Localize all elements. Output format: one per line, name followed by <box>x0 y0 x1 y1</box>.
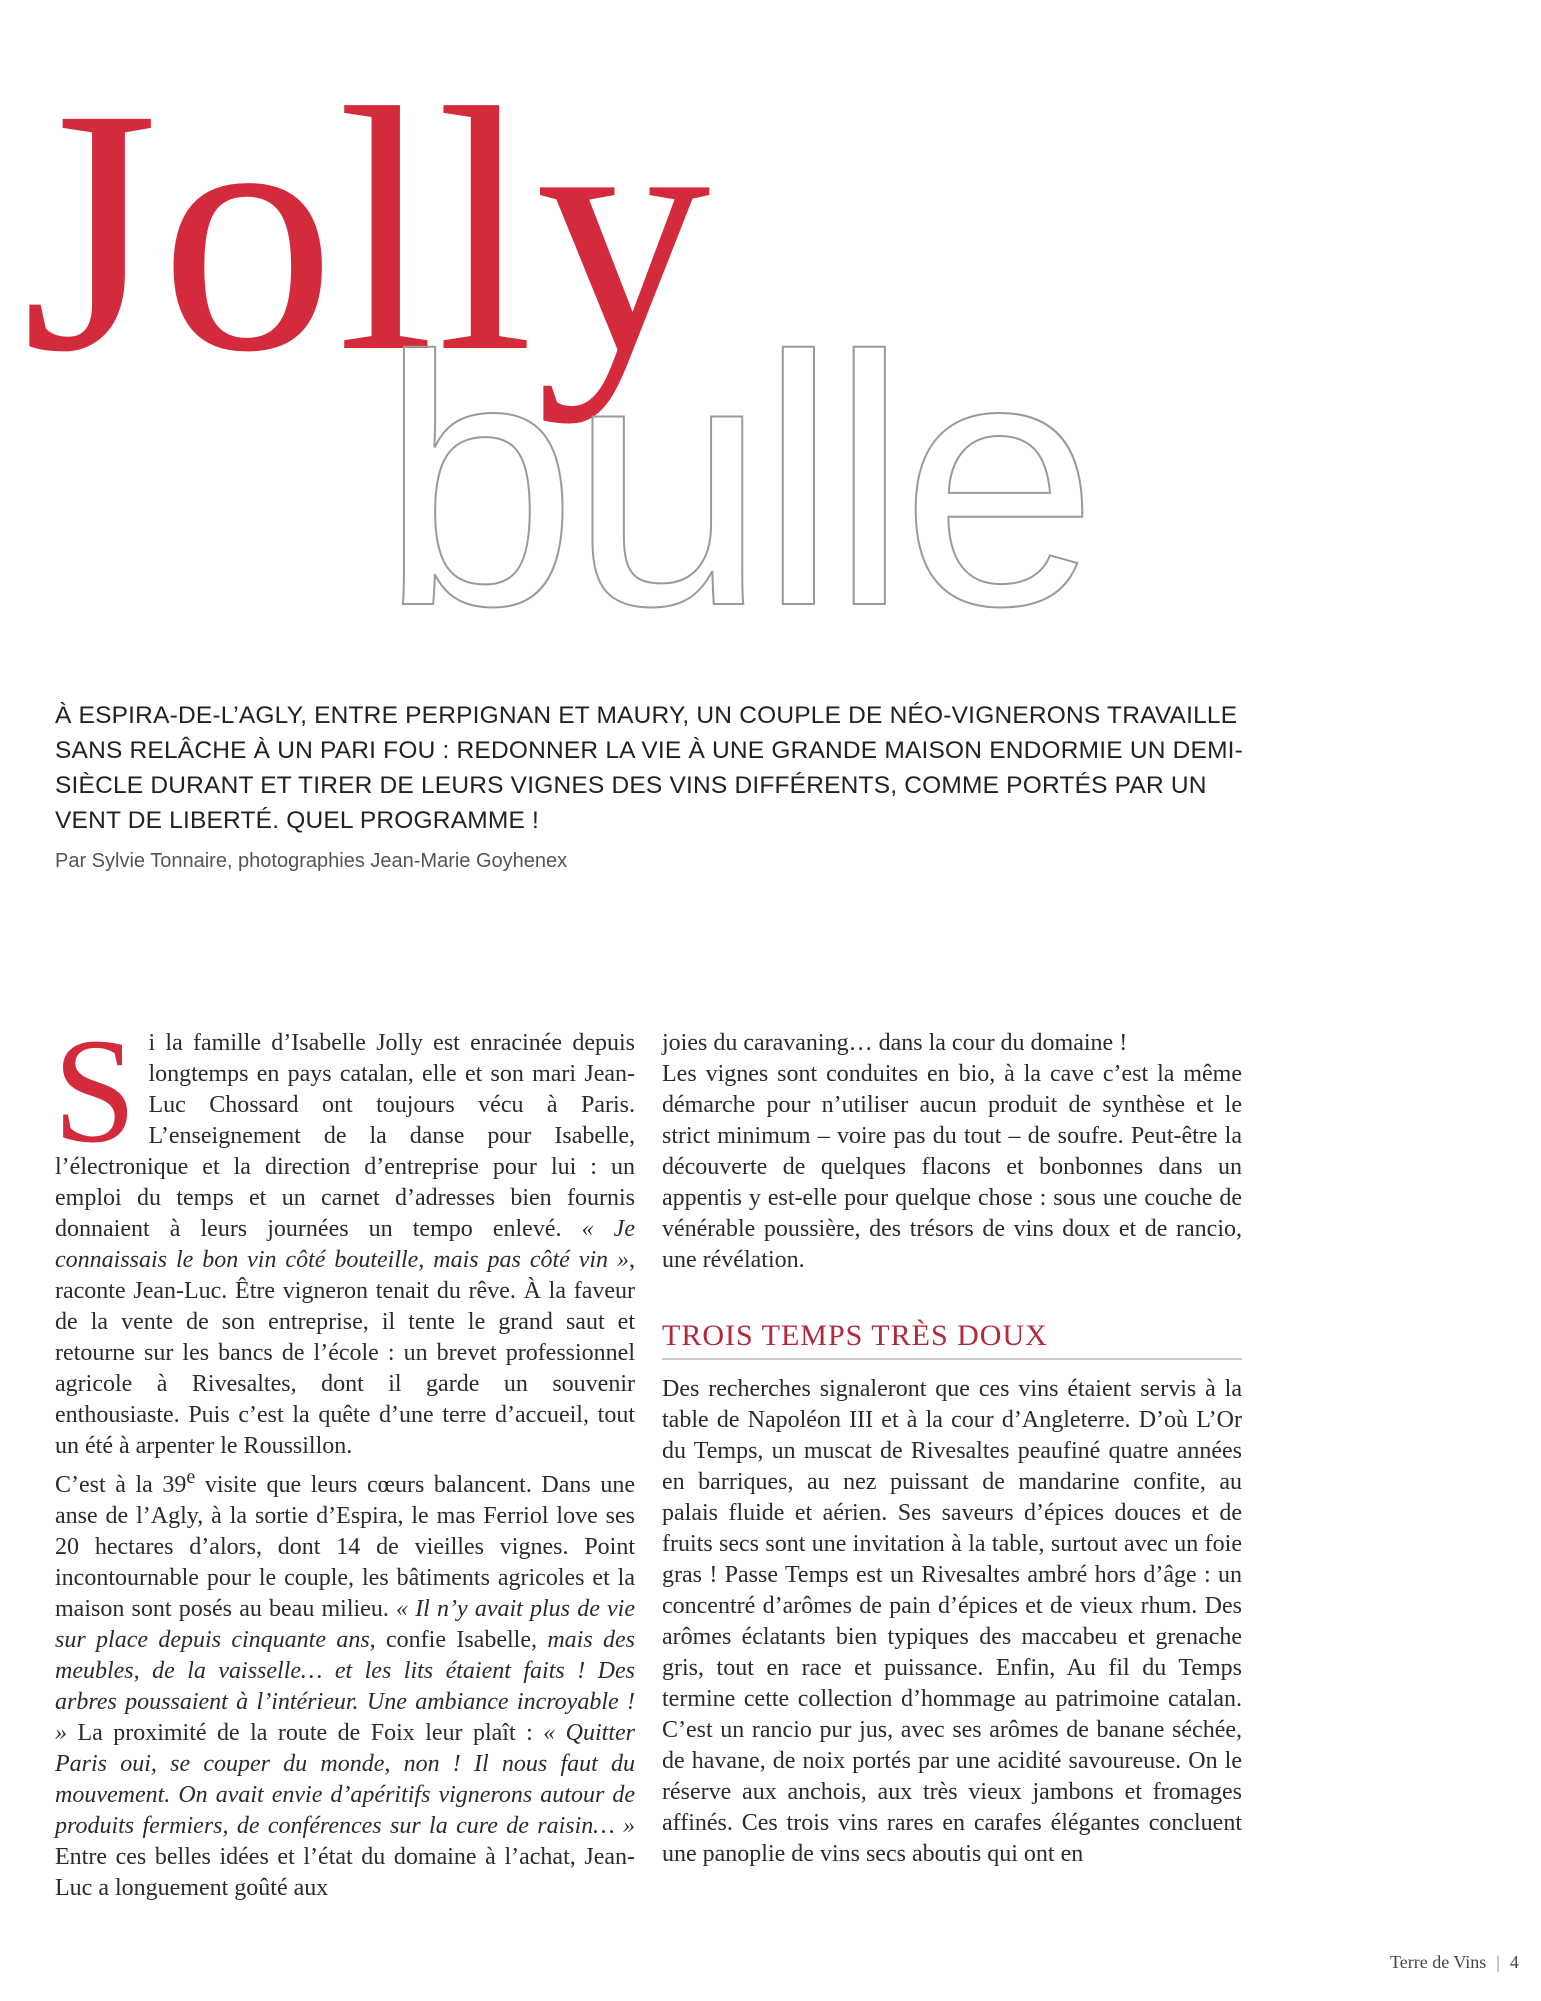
text-run: C’est à la 39 <box>55 1472 187 1498</box>
text-run: i la famille d’Isabelle Jolly est enracinée depuis longtemps en pays catalan, elle et son mari Jean-Luc Chossard ont toujours vécu à Paris. L’enseignement de la danse pour Isabelle, l’électronique et la direction d’entreprise pour lui : un emploi du temps et un carnet d’adresses bien fournis donnaient à leurs journées un tempo enlevé. <box>55 1030 635 1242</box>
article-intro: À ESPIRA-DE-L’AGLY, ENTRE PERPIGNAN ET MAURY, UN COUPLE DE NÉO-VIGNERONS TRAVAILLE SANS RELÂCHE À UN PARI FOU : REDONNER LA VIE À UNE GRANDE MAISON ENDORMIE UN DEMI-SIÈCLE DURANT ET TIRER DE LEURS VIGNES DES VINS DIFFÉRENTS, COMME PORTÉS PAR UN VENT DE LIBERTÉ. QUEL PROGRAMME ! <box>55 702 1244 834</box>
paragraph: joies du caravaning… dans la cour du domaine ! <box>662 1030 1128 1056</box>
page-footer <box>1390 1952 1519 1973</box>
column-left <box>53 1008 636 1904</box>
drop-cap: S <box>53 1008 137 1174</box>
magazine-name: Terre de Vins <box>1390 1952 1487 1972</box>
text-run: La proximité de la route de Foix leur plaît : <box>67 1720 544 1746</box>
paragraph <box>53 1008 635 1462</box>
quote: mais des meubles, de la vaisselle… et les lits étaient faits ! Des arbres poussaient à l’intérieur. Une ambiance incroyable ! » <box>55 1627 636 1746</box>
paragraph <box>55 1462 635 1904</box>
text-run: confie Isabelle, <box>375 1627 548 1653</box>
section-heading: TROIS TEMPS TRÈS DOUX <box>662 1318 1242 1360</box>
quote: « Je connaissais le bon vin côté bouteille, mais pas côté vin » <box>55 1216 635 1273</box>
quote: « Il n’y avait plus de vie sur place depuis cinquante ans, <box>55 1596 635 1653</box>
superscript: e <box>186 1466 196 1488</box>
paragraph: Les vignes sont conduites en bio, à la cave c’est la même démarche pour n’utiliser aucun produit de synthèse et le strict minimum – voire pas du tout – de soufre. Peut-être la découverte de quelques flacons et bonbonnes dans un appentis y est-elle pour quelque chose : sous une couche de vénérable poussière, des trésors de vins doux et de rancio, une révélation. <box>662 1061 1242 1273</box>
text-run: Entre ces belles idées et l’état du domaine à l’achat, Jean-Luc a longuement goûté aux <box>55 1844 635 1901</box>
column-right <box>662 1028 1242 1870</box>
text-run: visite que leurs cœurs balancent. Dans une anse de l’Agly, à la sortie d’Espira, le mas Ferriol love ses 20 hectares d’alors, dont 14 de vieilles vignes. Point incontournable pour le couple, les bâtiments agricoles et la maison sont posés au beau milieu. <box>55 1472 635 1622</box>
text-run: , raconte Jean-Luc. Être vigneron tenait du rêve. À la faveur de la vente de son entreprise, il tente le grand saut et retourne sur les bancs de l’école : un brevet professionnel agricole à Rivesaltes, dont il garde un souvenir enthousiaste. Puis c’est la quête d’une terre d’accueil, tout un été à arpenter le Roussillon. <box>55 1247 635 1459</box>
paragraph: Des recherches signaleront que ces vins étaient servis à la table de Napoléon III et à la cour d’Angleterre. D’où L’Or du Temps, un muscat de Rivesaltes peaufiné quatre années en barriques, au nez puissant de mandarine confite, au palais fluide et aérien. Ses saveurs d’épices douces et de fruits secs sont une invitation à la table, surtout avec un foie gras ! Passe Temps est un Rivesaltes ambré hors d’âge : un concentré d’arômes de pain d’épices et de vieux rhum. Des arômes éclatants bien typiques des maccabeu et grenache gris, tout en race et puissance. Enfin, Au fil du Temps termine cette collection d’hommage au patrimoine catalan. C’est un rancio pur jus, avec ses arômes de banane séchée, de havane, de noix portés par une acidité savoureuse. On le réserve aux anchois, aux très vieux jambons et fromages affinés. Ces trois vins rares en carafes élégantes concluent une panoplie de vins secs aboutis qui ont en <box>662 1376 1242 1867</box>
footer-separator: | <box>1496 1952 1500 1972</box>
page-number: 4 <box>1509 1952 1519 1972</box>
article-byline: Par Sylvie Tonnaire, photographies Jean-Marie Goyhenex <box>55 850 568 872</box>
title-bulle: bulle <box>380 284 1091 680</box>
title-jolly: Jolly <box>22 36 713 424</box>
quote: « Quitter Paris oui, se couper du monde, non ! Il nous faut du mouvement. On avait envie d’apéritifs vignerons autour de produits fermiers, de conférences sur la cure de raisin… » <box>55 1720 636 1839</box>
